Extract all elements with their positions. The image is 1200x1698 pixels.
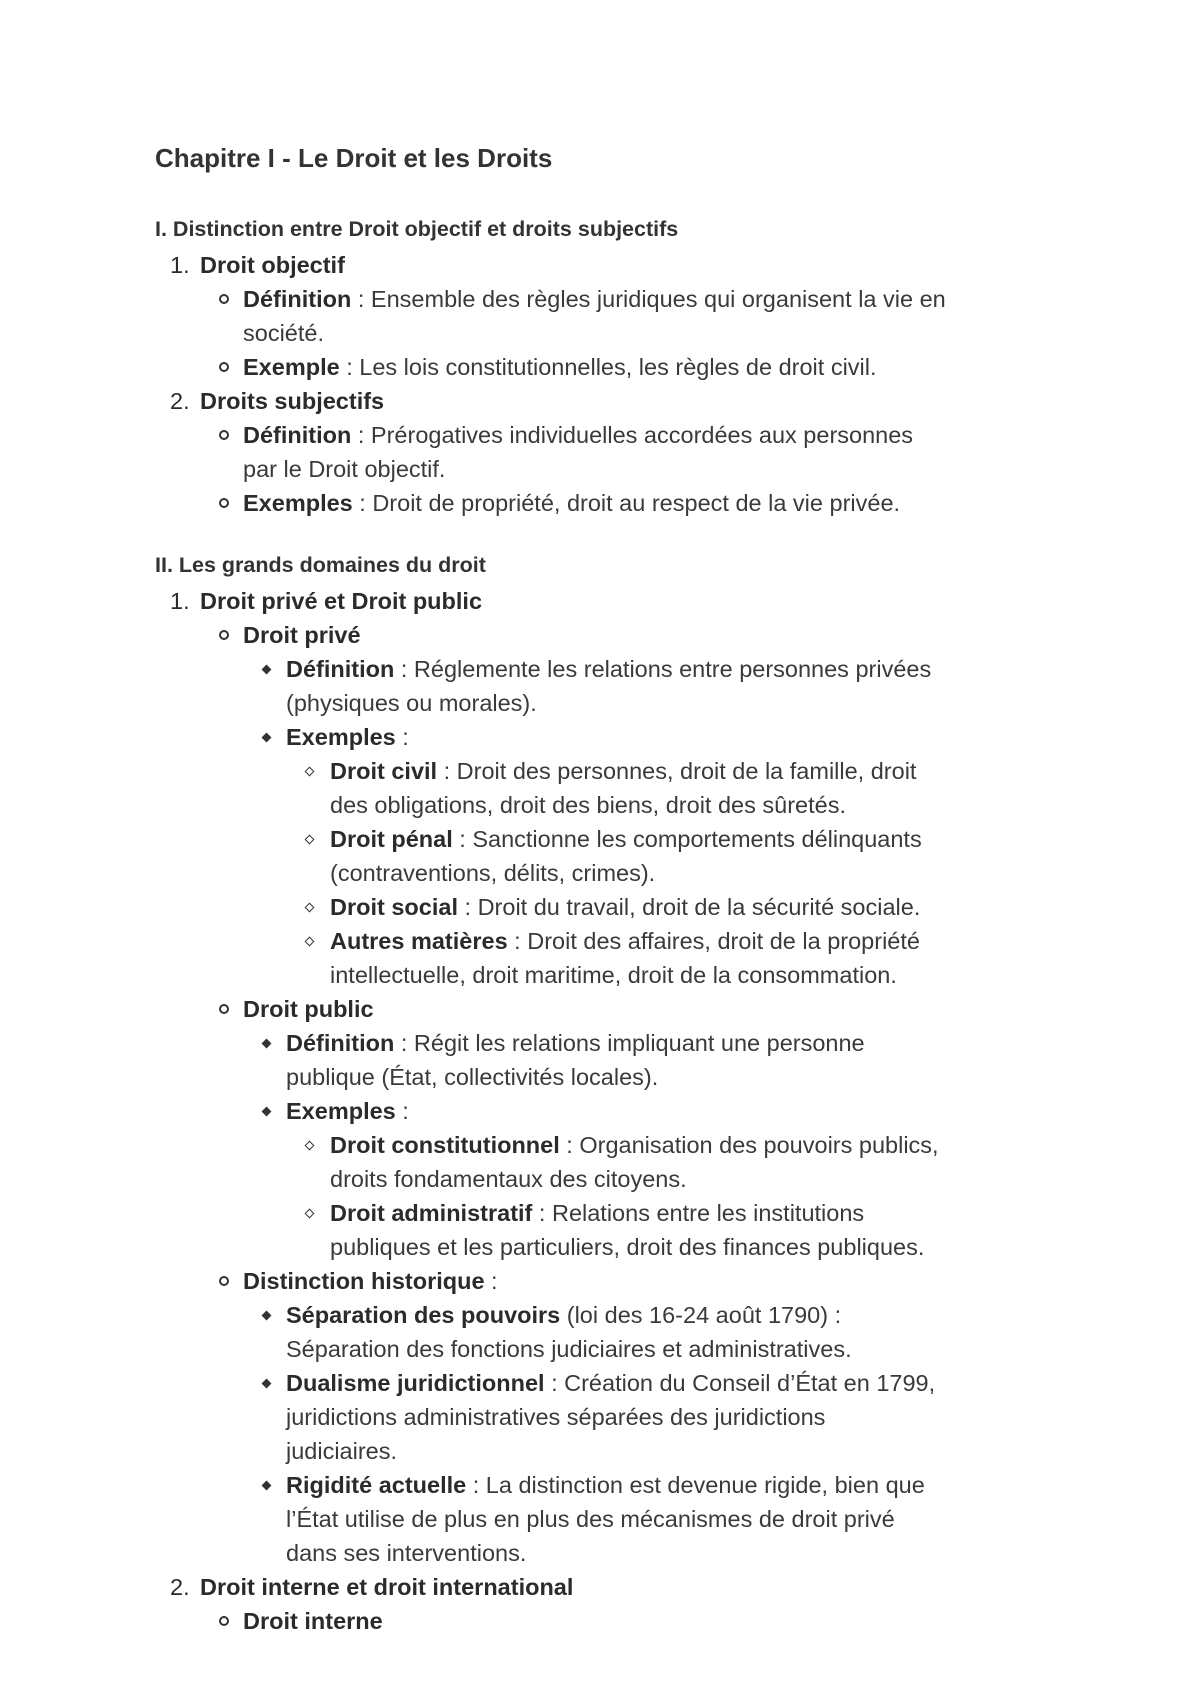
list-item: Exemples : Droit de propriété, droit au respect de la vie privée. [243,490,901,516]
circle-bullet-icon [212,350,236,384]
list-item-continuation: des obligations, droit des biens, droit des sûretés. [330,792,846,818]
list-item: Dualisme juridictionnel : Création du Conseil d’État en 1799, [286,1370,936,1396]
list-item: Définition : Prérogatives individuelles accordées aux personnes [243,422,914,448]
list-item-continuation: (physiques ou morales). [286,690,537,716]
list-item: Distinction historique : [243,1268,498,1294]
list-item: Droit privé [243,622,361,648]
list-number: 1. [170,252,190,278]
list-item: Droit social : Droit du travail, droit de la sécurité sociale. [330,894,921,920]
list-item: Exemples : [286,724,409,750]
list-item: Droits subjectifs [200,388,385,414]
list-item: Exemples : [286,1098,409,1124]
list-item-continuation: société. [243,320,324,346]
page-title: Chapitre I - Le Droit et les Droits [155,143,553,173]
diamond-bullet-icon [254,720,278,754]
circle-bullet-icon [212,1604,236,1638]
diamond-bullet-icon [254,652,278,686]
list-item: Rigidité actuelle : La distinction est devenue rigide, bien que [286,1472,925,1498]
circle-bullet-icon [212,418,236,452]
list-number: 2. [170,388,190,414]
circle-bullet-icon [212,618,236,652]
list-item-continuation: publique (État, collectivités locales). [286,1064,659,1090]
list-item: Définition : Régit les relations impliquant une personne [286,1030,865,1056]
list-item-continuation: dans ses interventions. [286,1540,527,1566]
list-item: Définition : Ensemble des règles juridiques qui organisent la vie en [243,286,946,312]
circle-bullet-icon [212,282,236,316]
circle-bullet-icon [212,992,236,1026]
open-diamond-bullet-icon [297,1196,321,1230]
open-diamond-bullet-icon [297,924,321,958]
list-item: Droit objectif [200,252,345,278]
diamond-bullet-icon [254,1094,278,1128]
circle-bullet-icon [212,1264,236,1298]
list-item: Droit privé et Droit public [200,588,483,614]
diamond-bullet-icon [254,1366,278,1400]
list-number: 2. [170,1574,190,1600]
list-item: Droit interne et droit international [200,1574,574,1600]
list-item-continuation: juridictions administratives séparées des juridictions [286,1404,826,1430]
list-item: Droit constitutionnel : Organisation des pouvoirs publics, [330,1132,939,1158]
list-item: Droit administratif : Relations entre les institutions [330,1200,865,1226]
list-item-continuation: judiciaires. [286,1438,398,1464]
list-item-continuation: Séparation des fonctions judiciaires et administratives. [286,1336,852,1362]
list-item: Droit interne [243,1608,383,1634]
diamond-bullet-icon [254,1468,278,1502]
list-number: 1. [170,588,190,614]
open-diamond-bullet-icon [297,822,321,856]
circle-bullet-icon [212,486,236,520]
section-heading-1: I. Distinction entre Droit objectif et droits subjectifs [155,217,679,241]
list-item: Séparation des pouvoirs (loi des 16-24 août 1790) : [286,1302,842,1328]
list-item-continuation: par le Droit objectif. [243,456,446,482]
open-diamond-bullet-icon [297,754,321,788]
diamond-bullet-icon [254,1298,278,1332]
open-diamond-bullet-icon [297,890,321,924]
list-item: Exemple : Les lois constitutionnelles, les règles de droit civil. [243,354,877,380]
list-item: Droit pénal : Sanctionne les comportements délinquants [330,826,922,852]
list-item-continuation: intellectuelle, droit maritime, droit de la consommation. [330,962,897,988]
list-item-continuation: publiques et les particuliers, droit des finances publiques. [330,1234,925,1260]
list-item: Droit civil : Droit des personnes, droit de la famille, droit [330,758,917,784]
list-item-continuation: droits fondamentaux des citoyens. [330,1166,687,1192]
open-diamond-bullet-icon [297,1128,321,1162]
list-item-continuation: (contraventions, délits, crimes). [330,860,656,886]
list-item: Autres matières : Droit des affaires, droit de la propriété [330,928,920,954]
section-heading-2: II. Les grands domaines du droit [155,553,486,577]
list-item: Droit public [243,996,374,1022]
list-item: Définition : Réglemente les relations entre personnes privées [286,656,932,682]
diamond-bullet-icon [254,1026,278,1060]
list-item-continuation: l’État utilise de plus en plus des mécanismes de droit privé [286,1506,895,1532]
